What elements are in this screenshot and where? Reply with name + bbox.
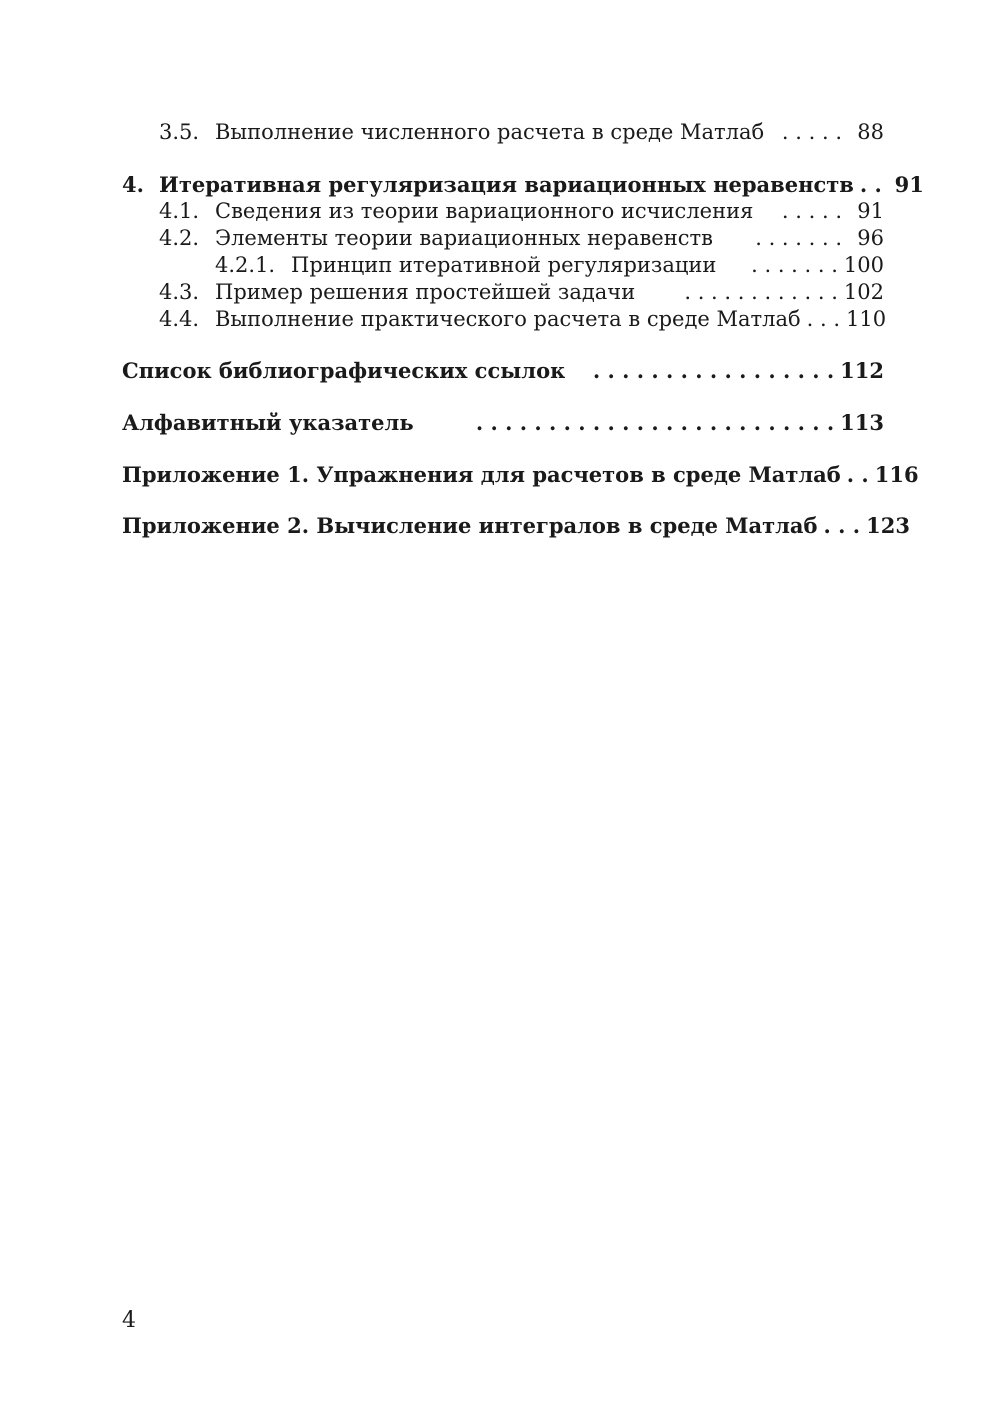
toc-dot-leader: . . [846,462,869,487]
toc-entry-number: 4.4. [159,307,200,331]
toc-entry-page: 110 [846,307,887,331]
toc-entry-number: 4.2. [159,226,200,250]
toc-dot-leader: . . . . . . . . . . . . . . . . . . . . . . . . . [475,410,835,435]
toc-entry-number: 3.5. [159,120,200,144]
page-number: 4 [122,1308,136,1333]
toc-entry-title: Выполнение практического расчета в среде Матлаб [215,307,801,331]
toc-entry-page: 112 [840,358,884,383]
toc-entry-4-4[interactable] [159,306,887,333]
toc-entry-page: 116 [874,462,919,487]
toc-entry-4-2-1[interactable] [215,252,884,279]
toc-entry-title: Сведения из теории вариационного исчисления [215,199,754,223]
toc-dot-leader: . . . . . . . . . . . . . . . . . [592,358,835,383]
toc-dot-leader: . . . . . . . [755,226,842,250]
toc-dot-leader: . . . [823,513,861,538]
toc-entry-page: 88 [857,120,884,144]
toc-appendix-1[interactable] [122,461,919,488]
toc-entry-page: 123 [866,513,910,538]
toc-entry-title: Приложение 2. Вычисление интегралов в среде Матлаб [122,513,818,538]
toc-entry-title: Список библиографических ссылок [122,358,566,383]
toc-entry-page: 100 [843,253,884,277]
toc-entry-page: 96 [857,226,884,250]
toc-entry-number: 4.2.1. [215,253,276,277]
toc-bibliography[interactable] [122,357,884,384]
toc-chapter-4[interactable] [122,171,924,198]
toc-entry-page: 91 [894,172,924,197]
toc-entry-3-5[interactable] [159,119,884,146]
toc-appendix-2[interactable] [122,512,910,539]
toc-entry-number: 4. [122,172,144,197]
toc-dot-leader: . . . . . [781,199,842,223]
toc-entry-number: 4.1. [159,199,200,223]
toc-entry-title: Выполнение численного расчета в среде Матлаб [215,120,765,144]
toc-entry-page: 91 [857,199,884,223]
toc-dot-leader: . . . . . . . [751,253,838,277]
toc-entry-title: Элементы теории вариационных неравенств [215,226,713,250]
toc-entry-4-1[interactable] [159,198,884,225]
toc-entry-4-2[interactable] [159,225,884,252]
toc-entry-number: 4.3. [159,280,200,304]
toc-entry-title: Пример решения простейшей задачи [215,280,636,304]
toc-entry-4-3[interactable] [159,279,884,306]
toc-entry-title: Принцип итеративной регуляризации [291,253,717,277]
toc-entry-page: 102 [843,280,884,304]
toc-dot-leader: . . . . . . . . . . . . [684,280,838,304]
toc-entry-title: Итеративная регуляризация вариационных неравенств [159,172,854,197]
toc-dot-leader: . . . [806,307,841,331]
toc-dot-leader: . . [859,172,882,197]
toc-entry-title: Алфавитный указатель [122,410,414,435]
toc-dot-leader: . . . . . [781,120,842,144]
toc-alphabetical-index[interactable] [122,409,884,436]
toc-entry-page: 113 [840,410,884,435]
toc-entry-title: Приложение 1. Упражнения для расчетов в среде Матлаб [122,462,841,487]
